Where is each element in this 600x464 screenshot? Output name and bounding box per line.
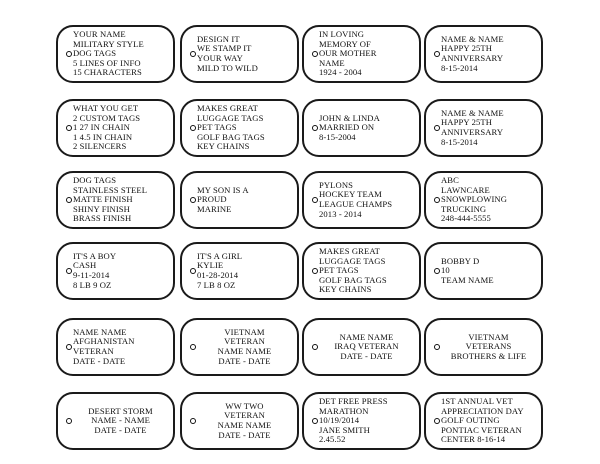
tag-line: VETERAN: [73, 346, 114, 356]
tag-text: [319, 30, 413, 78]
tag-line: 8-15-2014: [441, 62, 478, 73]
tag-hole-icon: [190, 344, 196, 350]
tag-line: KEY CHAINS: [319, 284, 372, 295]
dog-tag: [302, 171, 421, 229]
dog-tag: [302, 25, 421, 83]
tag-hole-icon: [66, 51, 72, 57]
tag-line: CENTER 8-16-14: [441, 434, 506, 445]
tag-text: [73, 323, 167, 371]
tag-text: [197, 247, 291, 295]
tag-hole-icon: [434, 418, 440, 424]
tag-line: STAINLESS STEEL: [73, 184, 148, 195]
tag-hole-icon: [312, 197, 318, 203]
tag-text: [319, 247, 413, 295]
tag-line: 1ST ANNUAL VET: [441, 396, 513, 407]
tag-line: VIETNAM: [468, 331, 509, 342]
tag-hole-icon: [434, 197, 440, 203]
tag-line: PONTIAC VETERAN: [441, 424, 522, 435]
tag-text: [197, 104, 291, 152]
tag-text: [197, 30, 291, 78]
tag-line: VIETNAM: [224, 326, 265, 337]
tag-text: [198, 323, 291, 371]
tag-line: ANNIVERSARY: [441, 127, 504, 137]
tag-hole-icon: [66, 197, 72, 203]
dog-tag: [302, 99, 421, 157]
dog-tag: [424, 392, 543, 450]
tag-line: 7 LB 8 OZ: [197, 279, 236, 290]
tag-line: DATE - DATE: [218, 355, 271, 366]
tag-line: WW TWO: [225, 400, 264, 411]
tag-hole-icon: [66, 125, 72, 131]
tag-line: DESERT STORM: [88, 405, 153, 416]
tag-hole-icon: [434, 51, 440, 57]
tag-line: DET FREE PRESS: [319, 396, 388, 407]
tag-hole-icon: [434, 344, 440, 350]
tag-line: LUGGAGE TAGS: [319, 255, 386, 266]
tag-line: 1924 - 2004: [319, 67, 362, 78]
tag-line: 8-15-2014: [441, 136, 478, 147]
tag-line: PROUD: [197, 194, 227, 205]
tag-hole-icon: [190, 418, 196, 424]
tag-hole-icon: [312, 125, 318, 131]
tag-line: 5 LINES OF INFO: [73, 57, 141, 68]
dog-tag: [56, 99, 175, 157]
tag-hole-icon: [190, 51, 196, 57]
tag-line: MATTE FINISH: [73, 194, 133, 205]
tag-line: DOG TAGS: [73, 48, 117, 59]
tag-line: GOLF OUTING: [441, 415, 500, 426]
tag-line: LEAGUE CHAMPS: [319, 199, 393, 209]
tag-line: 2.45.52: [319, 434, 346, 445]
tag-line: NAME NAME: [339, 331, 394, 342]
tag-line: MARRIED ON: [319, 122, 375, 133]
tag-text: [197, 176, 291, 224]
tag-line: JOHN & LINDA: [319, 112, 380, 123]
tag-text: [441, 247, 535, 295]
tag-text: [73, 30, 167, 78]
tag-line: DATE - DATE: [218, 429, 271, 440]
tag-hole-icon: [190, 197, 196, 203]
tag-line: ANNIVERSARY: [441, 53, 504, 63]
tag-hole-icon: [66, 268, 72, 274]
tag-line: MEMORY OF: [319, 38, 371, 49]
dog-tag: [424, 25, 543, 83]
tag-line: MAKES GREAT: [319, 246, 381, 257]
tag-line: HAPPY 25TH: [441, 43, 493, 54]
tag-text: [319, 176, 413, 224]
tag-line: KEY CHAINS: [197, 141, 250, 152]
tag-line: DESIGN IT: [197, 33, 240, 44]
tag-line: NAME NAME: [217, 420, 272, 430]
dog-tag: [302, 318, 421, 376]
tag-line: HOCKEY TEAM: [319, 189, 382, 200]
tag-line: SNOWPLOWING: [441, 194, 508, 205]
tag-hole-icon: [312, 418, 318, 424]
tag-line: DATE - DATE: [94, 424, 147, 435]
tag-line: TRUCKING: [441, 203, 487, 214]
tag-line: MILD TO WILD: [197, 62, 258, 73]
tag-line: CASH: [73, 260, 97, 271]
tag-line: 2 CUSTOM TAGS: [73, 112, 141, 123]
tag-text: [198, 397, 291, 445]
dog-tag: [302, 242, 421, 300]
tag-line: BOBBY D: [441, 255, 480, 266]
dog-tag: [180, 99, 299, 157]
tag-hole-icon: [312, 51, 318, 57]
tag-text: [73, 176, 167, 224]
dog-tag: [180, 318, 299, 376]
tag-text: [441, 176, 535, 224]
tag-line: 2 SILENCERS: [73, 141, 127, 152]
tag-hole-icon: [190, 268, 196, 274]
dog-tag: [302, 392, 421, 450]
dog-tag: [424, 171, 543, 229]
tag-text: [442, 323, 535, 371]
tag-text: [74, 397, 167, 445]
tag-line: PET TAGS: [319, 265, 359, 276]
tag-line: LUGGAGE TAGS: [197, 112, 264, 123]
dog-tag: [56, 171, 175, 229]
tag-line: NAME NAME: [73, 326, 127, 337]
tag-line: NAME: [319, 57, 345, 68]
tag-line: VETERAN: [224, 410, 265, 421]
tag-line: VETERAN: [224, 336, 265, 347]
dog-tag: [424, 318, 543, 376]
tag-line: OUR MOTHER: [319, 48, 377, 59]
tag-line: 8 LB 9 OZ: [73, 279, 112, 290]
dog-tag: [56, 242, 175, 300]
tag-line: DATE - DATE: [73, 355, 126, 366]
dog-tag: [424, 242, 543, 300]
tag-line: TEAM NAME: [441, 274, 494, 285]
dog-tag: [180, 25, 299, 83]
tag-hole-icon: [312, 344, 318, 350]
tag-line: NAME NAME: [217, 346, 272, 356]
tag-line: DATE - DATE: [340, 350, 393, 361]
tag-line: YOUR NAME: [73, 29, 126, 40]
tag-text: [441, 397, 535, 445]
dog-tag: [424, 99, 543, 157]
tag-line: JANE SMITH: [319, 424, 370, 435]
tag-line: MAKES GREAT: [197, 103, 259, 114]
tag-text: [441, 104, 535, 152]
tag-line: GOLF BAG TAGS: [319, 274, 387, 285]
dog-tag: [56, 318, 175, 376]
tag-line: 1 4.5 IN CHAIN: [73, 131, 133, 142]
tag-line: VETERANS: [465, 341, 512, 352]
tag-line: WE STAMP IT: [197, 43, 252, 54]
tag-line: 8-15-2004: [319, 131, 356, 142]
tag-line: IRAQ VETERAN: [334, 341, 399, 352]
tag-line: 9-11-2014: [73, 270, 110, 280]
tag-hole-icon: [66, 418, 72, 424]
tag-line: NAME & NAME: [441, 33, 504, 44]
tag-hole-icon: [190, 125, 196, 131]
tag-line: PET TAGS: [197, 122, 237, 133]
dog-tag: [56, 392, 175, 450]
tag-line: DOG TAGS: [73, 175, 117, 186]
tag-text: [319, 104, 413, 152]
tag-hole-icon: [312, 268, 318, 274]
tag-line: PYLONS: [319, 179, 354, 190]
tag-text: [73, 247, 167, 295]
tag-text: [320, 323, 413, 371]
tag-text: [441, 30, 535, 78]
tag-hole-icon: [434, 268, 440, 274]
tag-line: 2013 - 2014: [319, 208, 362, 219]
tag-line: ABC: [441, 175, 459, 186]
tag-line: SHINY FINISH: [73, 203, 130, 214]
tag-line: YOUR WAY: [197, 53, 243, 63]
tag-line: WHAT YOU GET: [73, 103, 139, 114]
tag-line: HAPPY 25TH: [441, 117, 493, 128]
dog-tag: [180, 171, 299, 229]
dog-tag: [180, 392, 299, 450]
tag-line: LAWNCARE: [441, 184, 490, 195]
tag-line: 15 CHARACTERS: [73, 67, 142, 78]
tag-line: 1 27 IN CHAIN: [73, 122, 130, 133]
tag-line: MILITARY STYLE: [73, 38, 144, 49]
tag-line: APPRECIATION DAY: [441, 405, 524, 416]
tag-line: MARATHON: [319, 405, 369, 416]
tag-text: [73, 104, 167, 152]
tag-line: IT'S A BOY: [73, 250, 117, 261]
tag-line: 248-444-5555: [441, 213, 491, 224]
tag-line: NAME & NAME: [441, 107, 504, 118]
tag-line: MARINE: [197, 203, 232, 214]
tag-line: BRASS FINISH: [73, 213, 132, 224]
tag-hole-icon: [66, 344, 72, 350]
tag-line: IN LOVING: [319, 29, 365, 40]
tag-hole-icon: [434, 125, 440, 131]
tag-line: 01-28-2014: [197, 270, 239, 280]
tag-line: 10: [441, 265, 450, 276]
tag-line: MY SON IS A: [197, 184, 249, 195]
tag-line: KYLIE: [197, 260, 224, 271]
tag-line: NAME - NAME: [91, 415, 150, 426]
tag-line: 10/19/2014: [319, 415, 360, 426]
dog-tag: [56, 25, 175, 83]
dog-tag: [180, 242, 299, 300]
tag-line: GOLF BAG TAGS: [197, 131, 265, 142]
tag-line: IT'S A GIRL: [197, 250, 243, 261]
tag-line: AFGHANISTAN: [73, 336, 135, 347]
tag-line: BROTHERS & LIFE: [450, 350, 527, 361]
tag-text: [319, 397, 413, 445]
